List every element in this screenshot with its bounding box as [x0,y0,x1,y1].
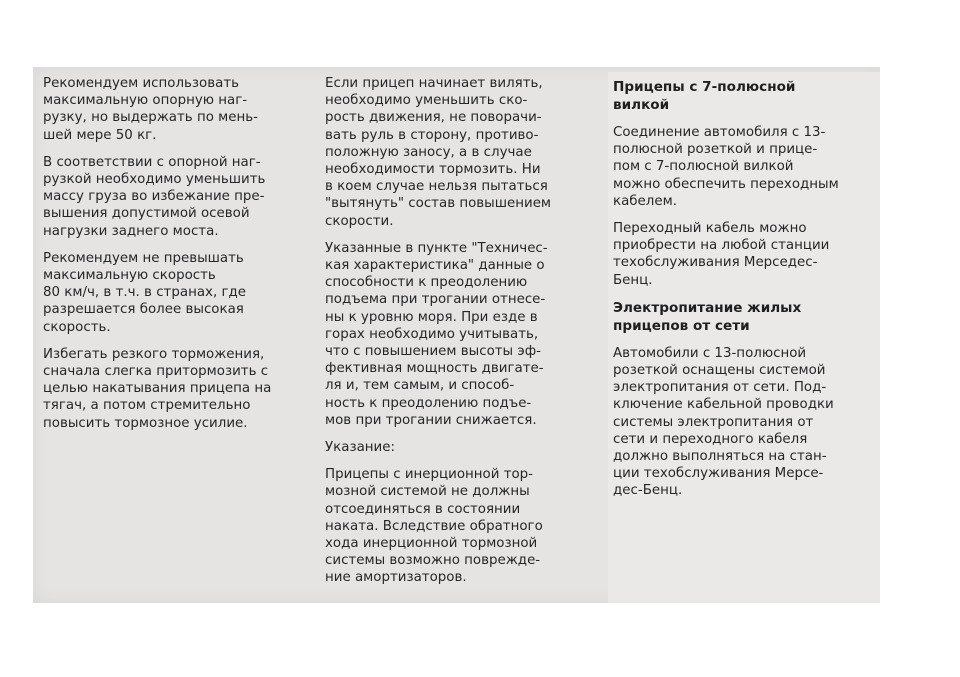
text-line: В соответствии с опорной наг- [43,154,261,170]
text-line: Прицепы с 7-полюсной [613,79,796,95]
text-line: приобрести на любой станции [613,238,830,254]
text-line: максимальную скорость [43,268,216,284]
text-line: скорости. [325,213,394,229]
text-line: Соединение автомобиля с 13- [613,125,826,140]
text-line: можно обеспечить переходным [613,176,839,192]
text-line: должно выполняться на стан- [613,449,827,465]
text-column-3-body [608,78,880,500]
paragraph [613,220,880,289]
text-line: ность к преодолению подъе- [325,395,532,411]
text-line: шей мере 50 кг. [43,127,157,143]
text-line: отсоединяться в состоянии [325,501,521,517]
text-line: повысить тормозное усилие. [43,415,248,431]
text-line: Бенц. [613,272,653,288]
text-line: розеткой оснащены системой [613,363,826,379]
text-column-1 [43,75,313,442]
paragraph [325,240,610,429]
text-line: хода инерционной тормозной [325,536,538,552]
text-line: мов при трогании снижается. [325,412,537,428]
paragraph [613,124,880,210]
text-line: Автомобили с 13-полюсной [613,345,807,361]
text-line: "вытянуть" состав повышением [325,196,552,212]
paragraph [43,250,313,336]
text-line: ны к уровню моря. При езде в [325,309,538,325]
text-line: необходимости тормозить. Ни [325,162,541,178]
text-line: способности к преодолению [325,275,528,291]
text-line: разрешается более высокая [43,302,244,318]
text-line: Переходный кабель можно [613,221,807,237]
text-line: Прицепы с инерционной тор- [325,467,534,483]
text-line: Если прицеп начинает вилять, [325,76,543,91]
text-line: сети и переходного кабеля [613,431,808,447]
text-line: что с повышением высоты эф- [325,344,542,360]
text-line: мозной системой не должны [325,484,530,500]
text-line: рузку, но выдержать по мень- [43,110,258,126]
text-column-3 [608,72,880,603]
text-line: кая характеристика" данные о [325,258,545,274]
text-line: техобслуживания Мерседес- [613,255,818,271]
paragraph [43,346,313,432]
text-line: ции техобслуживания Мерсе- [613,466,824,482]
text-line: подъема при трогании отнесе- [325,292,546,308]
text-line: наката. Вследствие обратного [325,518,543,534]
text-line: полюсной розеткой и прице- [613,142,818,158]
paragraph [43,154,313,240]
text-line: горах необходимо учитывать, [325,326,539,342]
text-line: ля и, тем самым, и способ- [325,378,515,394]
text-line: положную заносу, а в случае [325,144,532,160]
text-line: вышения допустимой осевой [43,206,250,222]
text-line: вать руль в сторону, противо- [325,127,539,143]
text-line: тягач, а потом стремительно [43,398,251,414]
text-line: кабелем. [613,193,677,209]
text-line: дес-Бенц. [613,483,683,499]
text-line: максимальную опорную наг- [43,93,248,109]
text-line: необходимо уменьшить ско- [325,93,528,109]
text-line: Рекомендуем использовать [43,76,240,91]
text-line: рузкой необходимо уменьшить [43,172,266,188]
text-line: вилкой [613,97,670,113]
paragraph [325,75,610,230]
text-line: Электропитание жилых [613,299,802,316]
text-line: прицепов от сети [613,317,750,334]
text-line: целью накатывания прицепа на [43,381,272,397]
text-line: ние амортизаторов. [325,570,467,586]
text-line: системы электропитания от [613,414,814,430]
text-line: фективная мощность двигате- [325,361,544,377]
text-line: в коем случае нельзя пытаться [325,179,548,195]
text-line: рость движения, не поворачи- [325,110,542,126]
text-column-2 [325,75,610,597]
text-line: скорость. [43,319,111,335]
text-line: Указание: [325,440,395,456]
text-line: Рекомендуем не превышать [43,250,244,266]
section-heading [613,78,880,114]
text-line: 80 км/ч, в т.ч. в странах, где [43,285,246,301]
text-line: сначала слегка притормозить с [43,364,269,380]
text-line: нагрузки заднего моста. [43,223,219,239]
text-line: Указанные в пункте "Техничес- [325,240,548,256]
paragraph [325,466,610,586]
scanned-page [33,67,880,603]
text-line: массу груза во избежание пре- [43,189,265,205]
section-heading [613,299,880,335]
text-line: электропитания от сети. Под- [613,380,827,396]
text-line: пом с 7-полюсной вилкой [613,159,794,175]
text-line: ключение кабельной проводки [613,397,834,413]
text-line: Избегать резкого торможения, [43,346,265,362]
paragraph [43,75,313,144]
paragraph [613,345,880,500]
text-line: системы возможно поврежде- [325,553,541,569]
paragraph [325,439,610,456]
